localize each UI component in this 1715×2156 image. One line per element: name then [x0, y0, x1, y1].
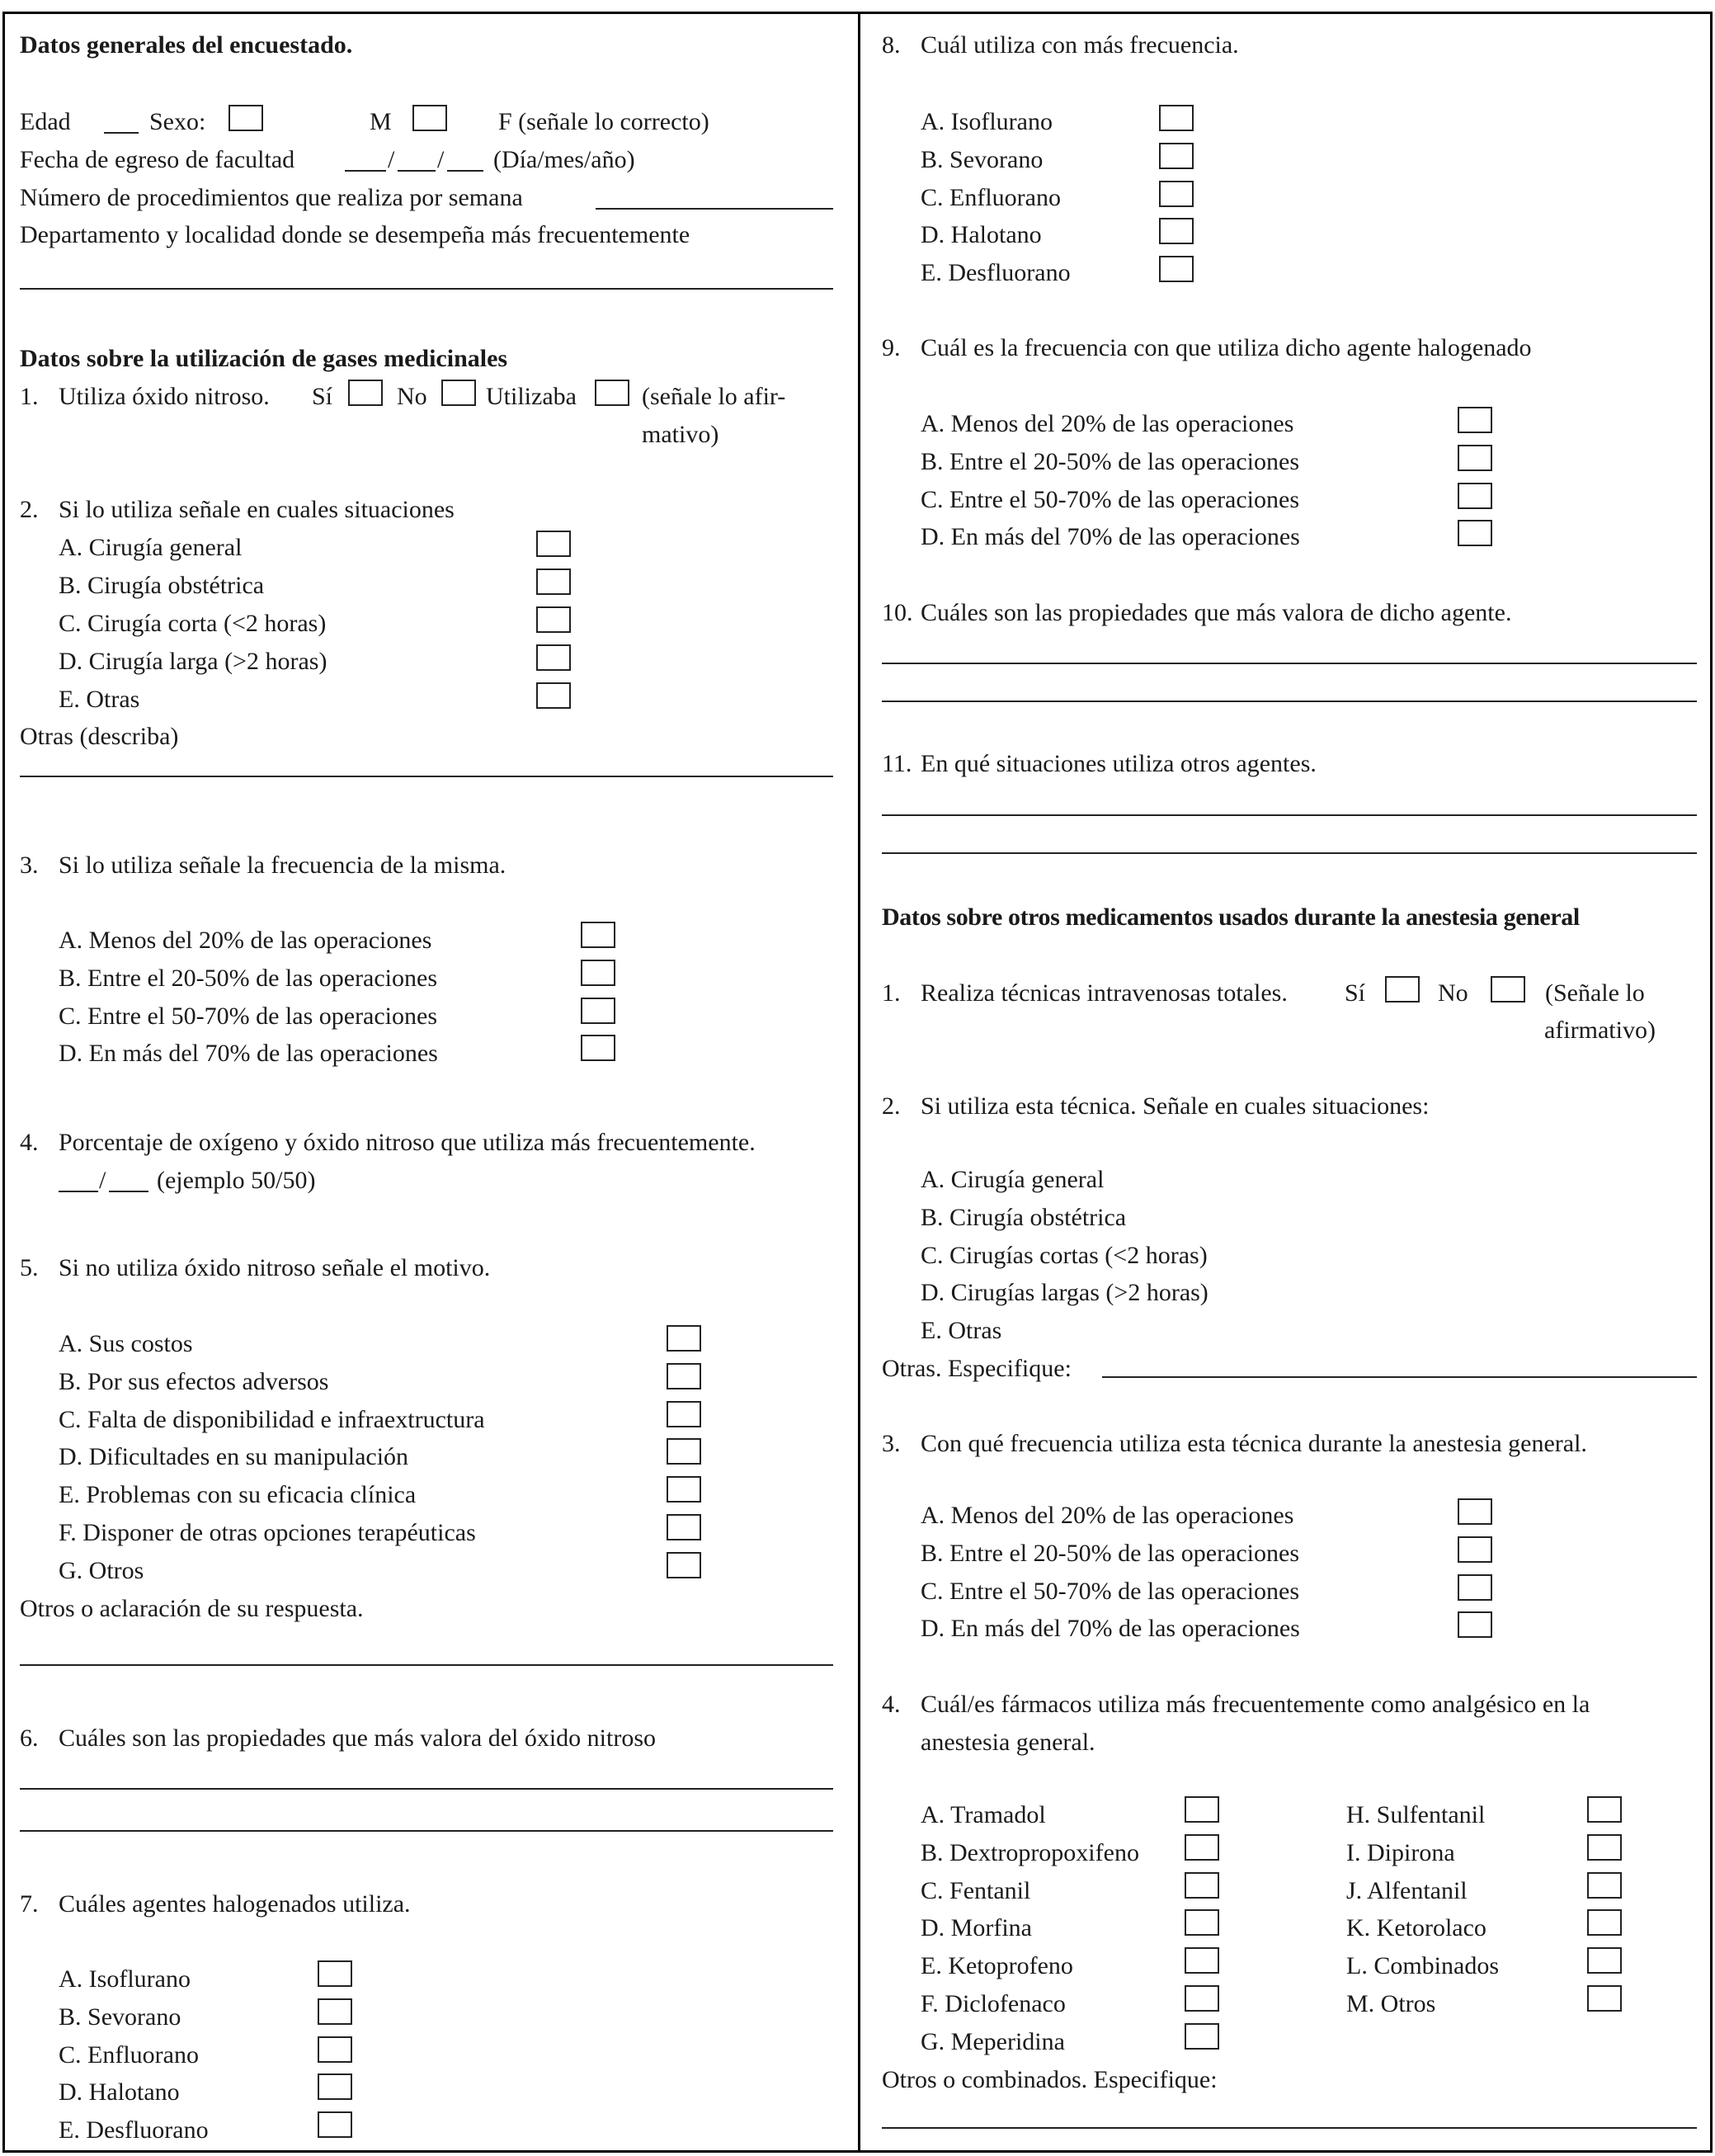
question-number: 11. [882, 750, 912, 777]
date-slash: / [388, 146, 395, 173]
q4-example: (ejemplo 50/50) [157, 1167, 316, 1194]
q7-text: Cuáles agentes halogenados utiliza. [59, 1890, 411, 1918]
list-item: C. Enfluorano [921, 184, 1061, 211]
checkbox[interactable] [1458, 407, 1492, 433]
list-item: D. Halotano [921, 221, 1042, 248]
checkbox[interactable] [536, 531, 571, 557]
list-item: A. Menos del 20% de las operaciones [921, 410, 1294, 437]
list-item: A. Isoflurano [921, 108, 1053, 135]
list-item: A. Sus costos [59, 1330, 193, 1357]
list-item: D. En más del 70% de las operaciones [921, 1615, 1300, 1642]
list-item: B. Cirugía obstétrica [921, 1204, 1127, 1231]
list-item: K. Ketorolaco [1346, 1914, 1486, 1941]
list-item: D. Halotano [59, 2078, 180, 2106]
checkbox[interactable] [667, 1363, 701, 1389]
list-item: C. Cirugía corta (<2 horas) [59, 610, 327, 637]
list-item: B. Cirugía obstétrica [59, 572, 265, 599]
checkbox[interactable] [1458, 445, 1492, 471]
checkbox[interactable] [318, 2111, 352, 2138]
fecha-year-line[interactable] [447, 170, 483, 172]
question-number: 8. [882, 31, 901, 59]
question-number: 3. [882, 1430, 901, 1457]
list-item: C. Falta de disponibilidad e infraextructura [59, 1406, 485, 1433]
list-item: I. Dipirona [1346, 1839, 1455, 1866]
departamento-label: Departamento y localidad donde se desempeña más frecuentemente [20, 221, 690, 248]
r1-no-label: No [1438, 979, 1468, 1007]
checkbox[interactable] [1458, 1574, 1492, 1601]
list-item: E. Otras [59, 686, 140, 713]
r4-text: Cuál/es fármacos utiliza más frecuentemente como analgésico en la [921, 1691, 1590, 1718]
list-item: H. Sulfentanil [1346, 1801, 1486, 1828]
q1-no-label: No [397, 383, 427, 410]
checkbox[interactable] [581, 960, 615, 986]
q2-otras-input-line[interactable] [20, 776, 833, 777]
q1-no-checkbox[interactable] [441, 380, 476, 406]
q2-text: Si lo utiliza señale en cuales situaciones [59, 496, 455, 523]
q11-input-line[interactable] [882, 852, 1697, 854]
checkbox[interactable] [1587, 1834, 1622, 1861]
list-item: E. Desfluorano [921, 259, 1071, 286]
q1-si-label: Sí [312, 383, 333, 410]
checkbox[interactable] [1458, 1498, 1492, 1525]
list-item: J. Alfentanil [1346, 1877, 1468, 1904]
r1-si-label: Sí [1345, 979, 1366, 1007]
checkbox[interactable] [536, 644, 571, 671]
edad-label: Edad [20, 108, 71, 135]
list-item: E. Desfluorano [59, 2116, 209, 2144]
q10-text: Cuáles son las propiedades que más valora de dicho agente. [921, 599, 1512, 626]
question-number: 10. [882, 599, 913, 626]
checkbox[interactable] [318, 1998, 352, 2025]
checkbox[interactable] [318, 2036, 352, 2063]
list-item: D. En más del 70% de las operaciones [921, 523, 1300, 550]
list-item: C. Cirugías cortas (<2 horas) [921, 1242, 1208, 1269]
numero-input-line[interactable] [596, 208, 833, 210]
r1-no-checkbox[interactable] [1491, 976, 1525, 1003]
checkbox[interactable] [581, 922, 615, 948]
fecha-day-line[interactable] [345, 170, 386, 172]
checkbox[interactable] [1159, 105, 1194, 131]
checkbox[interactable] [1185, 1872, 1219, 1899]
list-item: M. Otros [1346, 1990, 1436, 2017]
question-number: 3. [20, 852, 39, 879]
r1-si-checkbox[interactable] [1385, 976, 1420, 1003]
checkbox[interactable] [1587, 1947, 1622, 1974]
q8-text: Cuál utiliza con más frecuencia. [921, 31, 1239, 59]
q1-note: (señale lo afir- [642, 383, 786, 410]
q4-nitrous-line[interactable] [109, 1191, 148, 1192]
checkbox[interactable] [1587, 1796, 1622, 1823]
r2-otras-input-line[interactable] [1102, 1376, 1697, 1378]
list-item: D. Dificultades en su manipulación [59, 1443, 409, 1470]
list-item: F. Disponer de otras opciones terapéuticas [59, 1519, 476, 1546]
checkbox[interactable] [1587, 1872, 1622, 1899]
gases-heading: Datos sobre la utilización de gases medicinales [20, 345, 508, 372]
checkbox[interactable] [1159, 218, 1194, 244]
checkbox[interactable] [667, 1514, 701, 1540]
sexo-m-label: M [370, 108, 392, 135]
checkbox[interactable] [536, 682, 571, 709]
q4-text: Porcentaje de oxígeno y óxido nitroso que utiliza más frecuentemente. [59, 1129, 756, 1156]
checkbox[interactable] [1185, 1796, 1219, 1823]
list-item: D. Cirugía larga (>2 horas) [59, 648, 327, 675]
sexo-f-label: F (señale lo correcto) [498, 108, 709, 135]
q1-note-cont: mativo) [642, 421, 719, 448]
q3-text: Si lo utiliza señale la frecuencia de la misma. [59, 852, 506, 879]
checkbox[interactable] [667, 1552, 701, 1578]
list-item: B. Por sus efectos adversos [59, 1368, 329, 1395]
list-item: A. Cirugía general [921, 1166, 1105, 1193]
date-slash: / [437, 146, 445, 173]
list-item: B. Sevorano [59, 2003, 181, 2031]
checkbox[interactable] [536, 568, 571, 595]
checkbox[interactable] [581, 998, 615, 1024]
checkbox[interactable] [1458, 1536, 1492, 1563]
checkbox[interactable] [1185, 1947, 1219, 1974]
question-number: 6. [20, 1724, 39, 1752]
q10-input-line[interactable] [882, 701, 1697, 702]
edad-input-line[interactable] [104, 132, 139, 134]
r1-note-cont: afirmativo) [1544, 1017, 1656, 1044]
checkbox[interactable] [667, 1325, 701, 1352]
q5-otros-input-line[interactable] [20, 1664, 833, 1666]
list-item: A. Isoflurano [59, 1965, 191, 1993]
q6-input-line[interactable] [20, 1830, 833, 1832]
checkbox[interactable] [1587, 1909, 1622, 1936]
list-item: D. En más del 70% de las operaciones [59, 1040, 438, 1067]
departamento-input-line[interactable] [20, 288, 833, 290]
q4-slash: / [99, 1167, 106, 1194]
checkbox[interactable] [1159, 256, 1194, 282]
r4-otros-label: Otros o combinados. Especifique: [882, 2066, 1218, 2093]
list-item: E. Otras [921, 1317, 1002, 1344]
list-item: A. Tramadol [921, 1801, 1046, 1828]
question-number: 2. [882, 1092, 901, 1120]
checkbox[interactable] [667, 1401, 701, 1427]
fecha-label: Fecha de egreso de facultad [20, 146, 295, 173]
r3-text: Con qué frecuencia utiliza esta técnica durante la anestesia general. [921, 1430, 1587, 1457]
checkbox[interactable] [667, 1438, 701, 1465]
list-item: G. Meperidina [921, 2028, 1065, 2055]
q6-input-line[interactable] [20, 1788, 833, 1790]
list-item: B. Dextropropoxifeno [921, 1839, 1139, 1866]
checkbox[interactable] [1458, 483, 1492, 509]
checkbox[interactable] [1458, 520, 1492, 546]
list-item: D. Morfina [921, 1914, 1032, 1941]
list-item: A. Menos del 20% de las operaciones [921, 1502, 1294, 1529]
question-number: 5. [20, 1254, 39, 1281]
list-item: C. Enfluorano [59, 2041, 199, 2069]
list-item: B. Entre el 20-50% de las operaciones [59, 965, 438, 992]
checkbox[interactable] [318, 2073, 352, 2100]
list-item: B. Entre el 20-50% de las operaciones [921, 1540, 1300, 1567]
q11-input-line[interactable] [882, 814, 1697, 816]
list-item: B. Sevorano [921, 146, 1044, 173]
fecha-month-line[interactable] [398, 170, 436, 172]
question-number: 9. [882, 334, 901, 361]
column-divider [858, 12, 860, 2153]
q10-input-line[interactable] [882, 663, 1697, 664]
r4-otros-input-line[interactable] [882, 2127, 1697, 2129]
checkbox[interactable] [536, 606, 571, 633]
q1-si-checkbox[interactable] [348, 380, 383, 406]
list-item: B. Entre el 20-50% de las operaciones [921, 448, 1300, 475]
list-item: C. Entre el 50-70% de las operaciones [921, 1578, 1300, 1605]
q1-utilizaba-label: Utilizaba [486, 383, 577, 410]
q6-text: Cuáles son las propiedades que más valora del óxido nitroso [59, 1724, 657, 1752]
question-number: 1. [882, 979, 901, 1007]
checkbox[interactable] [1185, 1834, 1219, 1861]
checkbox[interactable] [1185, 2023, 1219, 2050]
q1-text: Utiliza óxido nitroso. [59, 383, 270, 410]
sexo-m-checkbox[interactable] [229, 105, 263, 131]
q11-text: En qué situaciones utiliza otros agentes. [921, 750, 1317, 777]
question-number: 4. [882, 1691, 901, 1718]
checkbox[interactable] [1458, 1611, 1492, 1638]
checkbox[interactable] [667, 1476, 701, 1503]
list-item: C. Fentanil [921, 1877, 1031, 1904]
checkbox[interactable] [1185, 1985, 1219, 2012]
date-format-label: (Día/mes/año) [493, 146, 635, 173]
list-item: C. Entre el 50-70% de las operaciones [59, 1003, 438, 1030]
list-item: G. Otros [59, 1557, 144, 1584]
checkbox[interactable] [318, 1960, 352, 1987]
q5-text: Si no utiliza óxido nitroso señale el motivo. [59, 1254, 491, 1281]
r2-otras-label: Otras. Especifique: [882, 1355, 1072, 1382]
general-heading: Datos generales del encuestado. [20, 31, 353, 59]
q1-utilizaba-checkbox[interactable] [595, 380, 629, 406]
question-number: 7. [20, 1890, 39, 1918]
list-item: D. Cirugías largas (>2 horas) [921, 1279, 1209, 1306]
checkbox[interactable] [1587, 1985, 1622, 2012]
list-item: A. Cirugía general [59, 534, 243, 561]
q4-oxygen-line[interactable] [59, 1191, 98, 1192]
list-item: C. Entre el 50-70% de las operaciones [921, 486, 1300, 513]
list-item: E. Ketoprofeno [921, 1952, 1073, 1979]
r1-text: Realiza técnicas intravenosas totales. [921, 979, 1288, 1007]
question-number: 1. [20, 383, 39, 410]
r2-text: Si utiliza esta técnica. Señale en cuales situaciones: [921, 1092, 1430, 1120]
r4-text-cont: anestesia general. [921, 1729, 1095, 1756]
sexo-f-checkbox[interactable] [412, 105, 447, 131]
q5-otros-label: Otros o aclaración de su respuesta. [20, 1595, 364, 1622]
list-item: A. Menos del 20% de las operaciones [59, 927, 432, 954]
q9-text: Cuál es la frecuencia con que utiliza dicho agente halogenado [921, 334, 1532, 361]
list-item: E. Problemas con su eficacia clínica [59, 1481, 417, 1508]
checkbox[interactable] [581, 1035, 615, 1061]
numero-label: Número de procedimientos que realiza por semana [20, 184, 523, 211]
question-number: 4. [20, 1129, 39, 1156]
sexo-label: Sexo: [149, 108, 206, 135]
checkbox[interactable] [1185, 1909, 1219, 1936]
list-item: L. Combinados [1346, 1952, 1499, 1979]
checkbox[interactable] [1159, 143, 1194, 169]
r1-note: (Señale lo [1545, 979, 1645, 1007]
otros-medicamentos-heading: Datos sobre otros medicamentos usados durante la anestesia general [882, 903, 1580, 931]
question-number: 2. [20, 496, 39, 523]
q2-otras-label: Otras (describa) [20, 723, 179, 750]
list-item: F. Diclofenaco [921, 1990, 1066, 2017]
checkbox[interactable] [1159, 181, 1194, 207]
